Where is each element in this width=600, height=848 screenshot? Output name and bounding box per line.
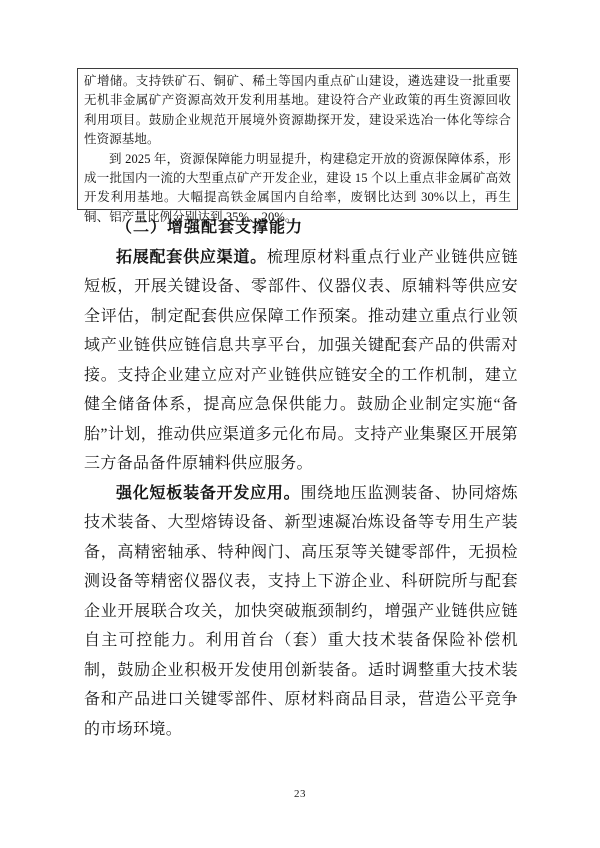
section-body [84, 213, 518, 744]
callout-box [77, 68, 518, 224]
paragraph-lead: 拓展配套供应渠道。 [116, 248, 267, 266]
page-number: 23 [294, 788, 306, 800]
paragraph-supply-channels [84, 243, 518, 479]
paragraph-text: 围绕地压监测装备、协同熔炼技术装备、大型熔铸设备、新型速凝冶炼设备等专用生产装备，高精密轴承、特种阀门、高压泵等关键零部件，无损检测设备等精密仪器仪表，支持上下游企业、科研院所与配套企业开展联合攻关，加快突破瓶颈制约，增强产业链供应链自主可控能力。利用首台（套）重大技术装备保险补偿机制，鼓励企业积极开发使用创新装备。适时调整重大技术装备和产品进口关键零部件、原材料商品目录，营造公平竞争的市场环境。 [84, 484, 518, 738]
callout-paragraph-1: 矿增储。支持铁矿石、铜矿、稀土等国内重点矿山建设，遴选建设一批重要无机非金属矿产资源高效开发利用基地。建设符合产业政策的再生资源回收利用项目。鼓励企业规范开展境外资源勘探开发，建设采选冶一体化等综合性资源基地。 [84, 74, 511, 147]
paragraph-equipment-development [84, 479, 518, 745]
paragraph-lead: 强化短板装备开发应用。 [116, 484, 301, 502]
paragraph-text: 梳理原材料重点行业产业链供应链短板，开展关键设备、零部件、仪器仪表、原辅料等供应安全评估，制定配套供应保障工作预案。推动建立重点行业领域产业链供应链信息共享平台，加强关键配套产品的供需对接。支持企业建立应对产业链供应链安全的工作机制，建立健全储备体系，提高应急保供能力。鼓励企业制定实施“备胎”计划，推动供应渠道多元化布局。支持产业集聚区开展第三方备品备件原辅料供应服务。 [84, 248, 518, 472]
section-heading: （二）增强配套支撑能力 [116, 219, 304, 236]
callout-paragraph-2: 到 2025 年，资源保障能力明显提升，构建稳定开放的资源保障体系，形成一批国内一流的大型重点矿产开发企业，建设 15 个以上重点非金属矿高效开发利用基地。大幅提高铁金属国内自给率，废钢比达到 30%以上，再生铜、铝产量比例分别达到 35%、20%。 [84, 151, 511, 224]
